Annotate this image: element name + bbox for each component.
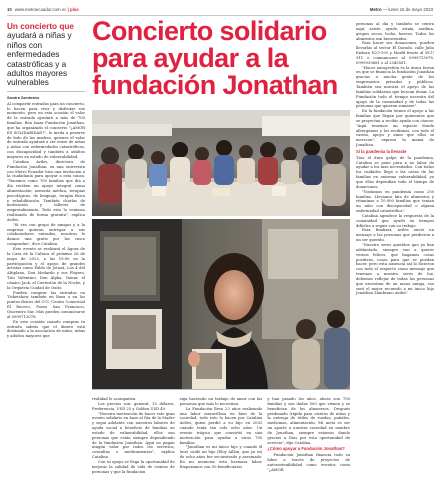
deck-rest: ayudará a niñas y niños con enfermedades catastróficas y a adultos mayores vulnerables: [7, 31, 72, 88]
issue-info: Metro — lunes 15 de mayo 2023: [369, 6, 433, 12]
headline-line: Concierto solidario: [92, 16, 327, 46]
photo-catalina-aviles-image: [92, 219, 350, 389]
paragraph: "Jonathan es mi único hijo y cuando él (me) cuidó mi hijo (Eloy Aillon, que ya es) de ocho años fue secuestrado y asesinado. En mi memoria esta hermosa labor. Empezamos con 50 beneficiarios: [179, 445, 263, 469]
middle-column-2: [180, 397, 263, 475]
paragraph: Con tu apoyo se llega la oportunidad de mejorar la calidad de vida de cientos de personas y que la fundación: [92, 459, 175, 474]
left-column: [7, 22, 85, 339]
paragraph: "Hacer autogestión es la única forma en que se financia la fundación Jonathan gracias a mucha gente de los empresarios privados y públicos. También sea nuestra el apoyo de las familias solidarias que buscan donar. La Fundación todo el tiempo necesita del apoyo de la comunidad y de todas las personas que quieran sumarse".: [356, 65, 434, 109]
site-url: www.metroecuador.com.ec | plus: [14, 6, 79, 12]
paragraph: Los precios son: general, 15 dólares. Preferencia, USD 25 y Golden USD 40.: [92, 401, 175, 411]
section-plus-label: | plus: [67, 6, 79, 12]
middle-column-1: [92, 397, 175, 475]
page-number: 10: [7, 6, 12, 12]
paragraph: "Visitamos en pandemia como 250 familias. Llevamos kits de alimentos y vitaminas a 10.000 familias que tenían un niño con discapacidad o alguna enfermedad catastrófica".: [356, 189, 434, 214]
brand-label: Metro: [369, 6, 382, 12]
left-article-text: [7, 96, 85, 339]
paragraph: siga haciendo un trabajo de amor con las personas que más lo necesitan.: [179, 397, 263, 406]
right-column: [356, 22, 434, 296]
paragraph: Al compartir entradas para un concierto, lo hacen para vivir y disfrutar ese momento, pero en esta ocasión el valor de la entrada ayudará a más de 700 familias. Bea Isaza Fundación Jonathan, que ha organizado el concierto "¿AMOR ES SOLIDARIDAD?", lo invita a ponerse de lado de las madres, quienes el valor de entrada ayudará a ser entre de niñas y niños con enfermedades catastróficas, con discapacidad y también a adultos mayores en estado de vulnerabilidad.: [7, 101, 85, 159]
page-header: [7, 3, 433, 16]
paragraph: Catalina Aviles, directora de Fundación Jonathan, en una entrevista con Metro Ecuador hizo una invitación a la ciudadanía para apoyar a esta causa. "Tenemos como 700 familias que día a día reciben un apoyo integral como alimentación, asesoría médica, terapias psicológicas, de lenguaje, terapia física y rehabilitación. También charlas de motivación y talleres de emprendimiento. Todo esto lo venimos realizando de forma gratuita", explica Aviles.: [7, 159, 85, 222]
author-byline: Sandra Zambrano: [7, 95, 40, 100]
paragraph: personas al día y también se centra aquí, asiste, ayude, atraía, sardina, grupos secos, leche, huevos. Todos los alimentos son bienvenidos.: [356, 22, 434, 41]
paragraph: En este ocasión cuando compras tu entrada sabrás que el dinero está destinado a la asociación de niños, niñas y adultos mayores que: [7, 319, 85, 339]
headline: [92, 18, 350, 99]
headline-line: para ayudar a la: [92, 43, 289, 73]
paragraph: En la fundación tienen el apoyo a las familias que llegan por quinientos que se proyectan a recibir ayuda con cáncer. "Aquí tenemos un espacio donde albergamos y los recibimos, con todo el cariño, apoyo y amor que ellos se merecen", expresa la mamá de Jonathan.: [356, 109, 434, 148]
paragraph: Fundación Jonathan financia todo su labor a través de proyectos de autosostenibilidad como eventos como "¿AMOR: [267, 453, 351, 472]
paragraph: La Fundación lleva 23 años realizando una labor maravillosa en bien de la sociedad, todo esto lo hacen por Catalina Aviles, quien perdió a su hijo en 2002 cuando tenía tan solo ocho años. Un evento trágico que convirtió en una motivación para ayudar a otros 700 familias.: [179, 406, 263, 445]
paragraph: "Nuestra motivación de hacer este gran evento solidario en base al Día de la Madre y segui adelante con nuestros labores de ayuda social a beneficio de familias en estado de vulnerabilidad, ellos son personas que están siempre dependiendo de la fundación Jonathan. Aquí no pagan ningún valor por todos los servicios, consultas o medicamentos", explica Catalina.: [92, 411, 175, 460]
subheading: ¿Cómo apoyar a Fundación Jonathan?: [267, 446, 345, 452]
photo-catalina-aviles: [92, 219, 350, 389]
paragraph: Para finalizar, Avilés envió un mensaje a las personas que perdieron a un ser querido.: [356, 228, 434, 243]
paragraph: "Si ves con grupo de amigos y a la empresa quieran entregar a sus colaboradores entradas, nosotros le damos una gratis por las cinco compradas", dice Catalina.: [7, 222, 85, 247]
subheading: Si la pandemia la llevaste: [356, 148, 407, 154]
divider: [92, 389, 350, 390]
paragraph: "Nuestro seres queridos que ya han adelantado, siempre van a querer vernos felices, que hagamos cosas positivas, cosas para que se puedan hacer, pero esta ausencia así lo hicieron con todo el respecto como mensaje que tenemos a nuestro seres de luz, debemos reflejar de todas las personas que necesitan de un mano amiga, ese será el mejor recuerdo a mi único hijo Jonathan Zambrano Aviles": [356, 242, 434, 296]
paragraph: y han pasado los años, ahora son 700 familias y son dadas 500 que vienen y se benefician de los almuerzos. Después perdonado (rígida para cientos de niños y la entrega de útiles de ruedas, pañales, medicinas, alimentación. Mi meta es ser un aporte a nuestra sociedad en nombre de Jonathan, siempre estamos dando gracias a Dios por esta oportunidad de servicio", dijo Catalina.: [267, 397, 351, 445]
paragraph: Pueden comprar las entradas en Ticketshow también en línea o en los puntos físicos del CCI, Centro Comercial El Recreo, Paseo San Francisco, Quicentro Sur. Más pueden comunicarse al 0999713078.: [7, 290, 85, 319]
paragraph: Para hacer sus donaciones, pueden llevarlas al sector El Dorado, calle Julio Endara N23-193 y Marfil frente al ECU 911 o comunicarse al 0999713078, 0999939681 o al 2545581.: [356, 41, 434, 65]
middle-column-3: [267, 397, 350, 475]
paragraph: Este evento se realizará el Ágora de la Casa de la Cultura el próximo 26 de mayo de 2023, a las 19:00 en la participación y el apoyo de grandes artistas como Pablo de Jotuzá, Los 4 del Altiplano, Don Medardo y sus Players, Trío Valentino, Don Alpha, Yomar, el cómico Jack, el Centurión de la Noche, y la Orquesta Ciudad de Quito.: [7, 247, 85, 290]
right-article-text: [356, 22, 434, 296]
paragraph: realidad le acompañen.: [92, 397, 137, 401]
headline-line: fundación Jonathan: [92, 70, 338, 100]
issue-date: lunes 15 de mayo 2023: [388, 6, 433, 12]
deck-text: [7, 22, 85, 88]
photo-children-group-image: [92, 110, 350, 216]
middle-columns: [92, 397, 350, 475]
divider: [7, 91, 85, 92]
paragraph: Tras el duro golpe de la pandemia, Catalina se pone para a no labor de ayudar a los más necesitados. Con todos los cuidados llegó a las casas de las familias en extrema vulnerabilidad, ya que ellos dependían todo el tiempo de donaciones.: [356, 155, 434, 189]
deck-lead: Un concierto que: [7, 22, 74, 31]
photo-children-group: [92, 110, 350, 216]
paragraph: Catalina agradece la respuesta de la comunidad que ayudó en tiempos difíciles a seguir con su trabajo.: [356, 213, 434, 228]
